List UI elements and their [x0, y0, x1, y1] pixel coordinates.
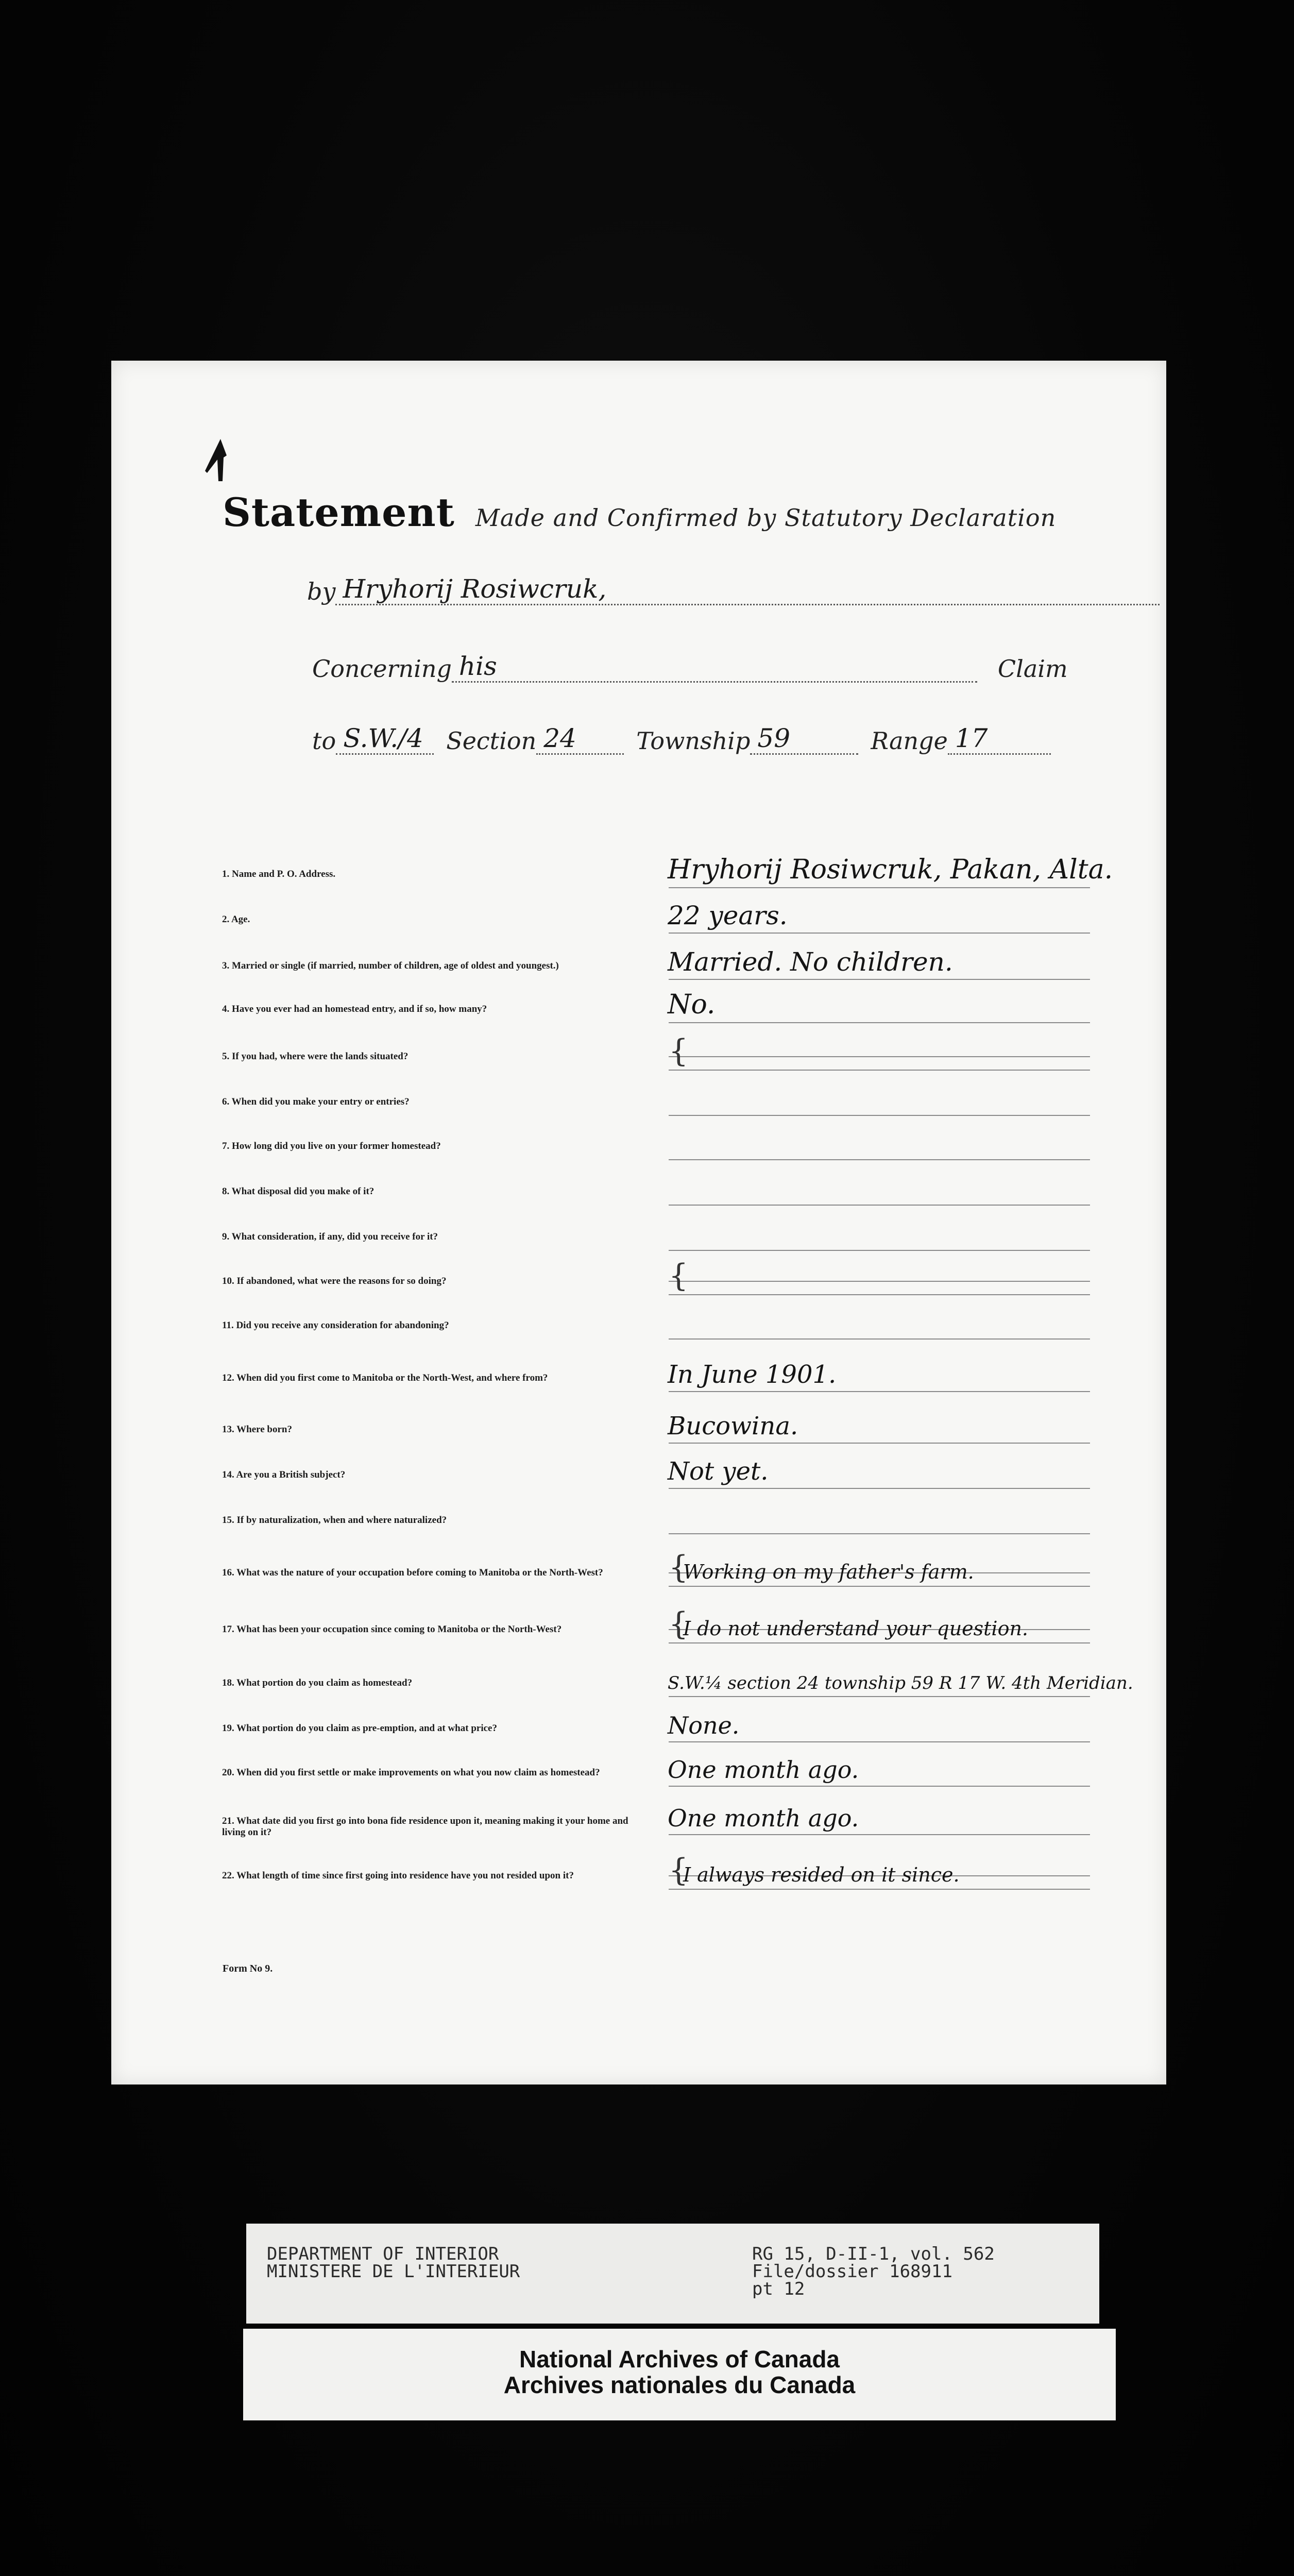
section-value: 24 — [543, 723, 576, 753]
answer-text: In June 1901. — [668, 1360, 837, 1389]
range-label: Range — [871, 727, 948, 755]
concerning-value: his — [458, 651, 497, 681]
to-label: to — [312, 727, 336, 755]
archives-name-en: National Archives of Canada — [519, 2346, 840, 2372]
answer-line — [669, 1833, 1090, 1835]
question-label: 19. What portion do you claim as pre-emption, and at what price? — [222, 1723, 497, 1734]
reference-line-1: RG 15, D-II-1, vol. 562 — [752, 2244, 995, 2264]
question-label: 4. Have you ever had an homestead entry, and if so, how many? — [222, 1004, 487, 1014]
question-label: 6. When did you make your entry or entries? — [222, 1096, 410, 1107]
answer-line — [669, 1249, 1090, 1251]
answer-text: Working on my father's farm. — [683, 1561, 974, 1583]
archives-name — [243, 2346, 1116, 2398]
question-label: 14. Are you a British subject? — [222, 1469, 346, 1480]
question-label: 16. What was the nature of your occupation before coming to Manitoba or the North-West? — [222, 1567, 603, 1578]
answer-text: Not yet. — [668, 1457, 769, 1486]
question-label: 21. What date did you first go into bona fide residence upon it, meaning making it your home and living on it? — [222, 1816, 628, 1838]
question-label: 22. What length of time since first going into residence have you not resided upon it? — [222, 1870, 574, 1881]
brace-mark: { — [669, 1606, 689, 1642]
brace-mark: { — [669, 1033, 689, 1069]
title-statement: Statement — [223, 489, 455, 535]
department-block — [267, 2245, 520, 2280]
answer-line — [669, 1641, 1090, 1643]
answer-line — [669, 1785, 1090, 1787]
answer-line — [669, 931, 1090, 934]
answer-text: One month ago. — [668, 1804, 859, 1832]
answer-text: I always resided on it since. — [683, 1863, 960, 1886]
township-value: 59 — [757, 723, 791, 753]
reference-block — [752, 2245, 995, 2298]
document-page — [111, 361, 1166, 2084]
question-label: 5. If you had, where were the lands situated? — [222, 1051, 408, 1062]
question-label: 2. Age. — [222, 914, 250, 925]
answer-line — [669, 1158, 1090, 1160]
answer-text: Married. No children. — [668, 947, 953, 977]
township-label: Township — [636, 727, 751, 755]
answer-line — [669, 1204, 1090, 1206]
answer-text: I do not understand your question. — [683, 1617, 1029, 1640]
answer-line — [669, 1069, 1090, 1071]
answer-line — [669, 1337, 1090, 1340]
answer-line — [669, 1114, 1090, 1116]
answer-line — [669, 1888, 1090, 1890]
question-label: 3. Married or single (if married, number of children, age of oldest and youngest.) — [222, 960, 559, 971]
title-subtitle: Made and Confirmed by Statutory Declaration — [475, 504, 1057, 532]
answer-text: One month ago. — [668, 1756, 859, 1784]
department-fr: MINISTERE DE L'INTERIEUR — [267, 2261, 520, 2282]
question-label: 18. What portion do you claim as homestead? — [222, 1677, 413, 1688]
reference-line-2: File/dossier 168911 — [752, 2261, 952, 2282]
question-label: 8. What disposal did you make of it? — [222, 1186, 374, 1197]
answer-text: None. — [668, 1711, 740, 1739]
brace-mark: { — [669, 1549, 689, 1585]
brace-mark: { — [669, 1852, 689, 1888]
answer-text: Bucowina. — [668, 1412, 798, 1440]
question-label: 15. If by naturalization, when and where naturalized? — [222, 1515, 447, 1526]
form-number: Form No 9. — [223, 1963, 273, 1974]
answer-line — [669, 1487, 1090, 1489]
question-label: 12. When did you first come to Manitoba or the North-West, and where from? — [222, 1372, 548, 1383]
question-label: 17. What has been your occupation since coming to Manitoba or the North-West? — [222, 1624, 562, 1635]
by-label: by — [307, 578, 336, 605]
answer-text: No. — [668, 989, 716, 1020]
question-label: 9. What consideration, if any, did you receive for it? — [222, 1231, 438, 1242]
question-label: 1. Name and P. O. Address. — [222, 869, 336, 879]
question-label: 11. Did you receive any consideration for abandoning? — [222, 1320, 449, 1331]
answer-text: 22 years. — [668, 901, 788, 930]
answer-text: S.W.¼ section 24 township 59 R 17 W. 4th Meridian. — [668, 1673, 1133, 1693]
answer-line — [669, 1695, 1090, 1697]
answer-line — [669, 978, 1090, 980]
questions-section — [111, 361, 1166, 2084]
department-en: DEPARTMENT OF INTERIOR — [267, 2244, 499, 2264]
answer-text: Hryhorij Rosiwcruk, Pakan, Alta. — [668, 854, 1113, 885]
concerning-label: Concerning — [312, 655, 452, 683]
range-value: 17 — [955, 723, 988, 753]
answer-line — [669, 886, 1090, 888]
question-label: 7. How long did you live on your former homestead? — [222, 1141, 441, 1151]
reference-line-3: pt 12 — [752, 2279, 805, 2299]
archives-name-fr: Archives nationales du Canada — [503, 2371, 856, 2398]
brace-mark: { — [669, 1258, 689, 1294]
answer-line — [669, 1740, 1090, 1742]
claim-label: Claim — [997, 655, 1068, 683]
archive-reference-label — [246, 2224, 1099, 2324]
question-label: 10. If abandoned, what were the reasons for so doing? — [222, 1276, 447, 1286]
answer-line — [669, 1055, 1090, 1057]
answer-line — [669, 1280, 1090, 1282]
answer-line — [669, 1585, 1090, 1587]
by-value: Hryhorij Rosiwcruk, — [343, 574, 607, 604]
answer-line — [669, 1532, 1090, 1534]
question-label: 13. Where born? — [222, 1424, 292, 1435]
to-value: S.W./4 — [343, 723, 423, 753]
archives-banner — [243, 2329, 1116, 2420]
section-label: Section — [446, 727, 537, 755]
answer-line — [669, 1293, 1090, 1295]
answer-line — [669, 1021, 1090, 1023]
question-label: 20. When did you first settle or make improvements on what you now claim as homestead? — [222, 1767, 600, 1778]
answer-line — [669, 1442, 1090, 1444]
answer-line — [669, 1390, 1090, 1392]
